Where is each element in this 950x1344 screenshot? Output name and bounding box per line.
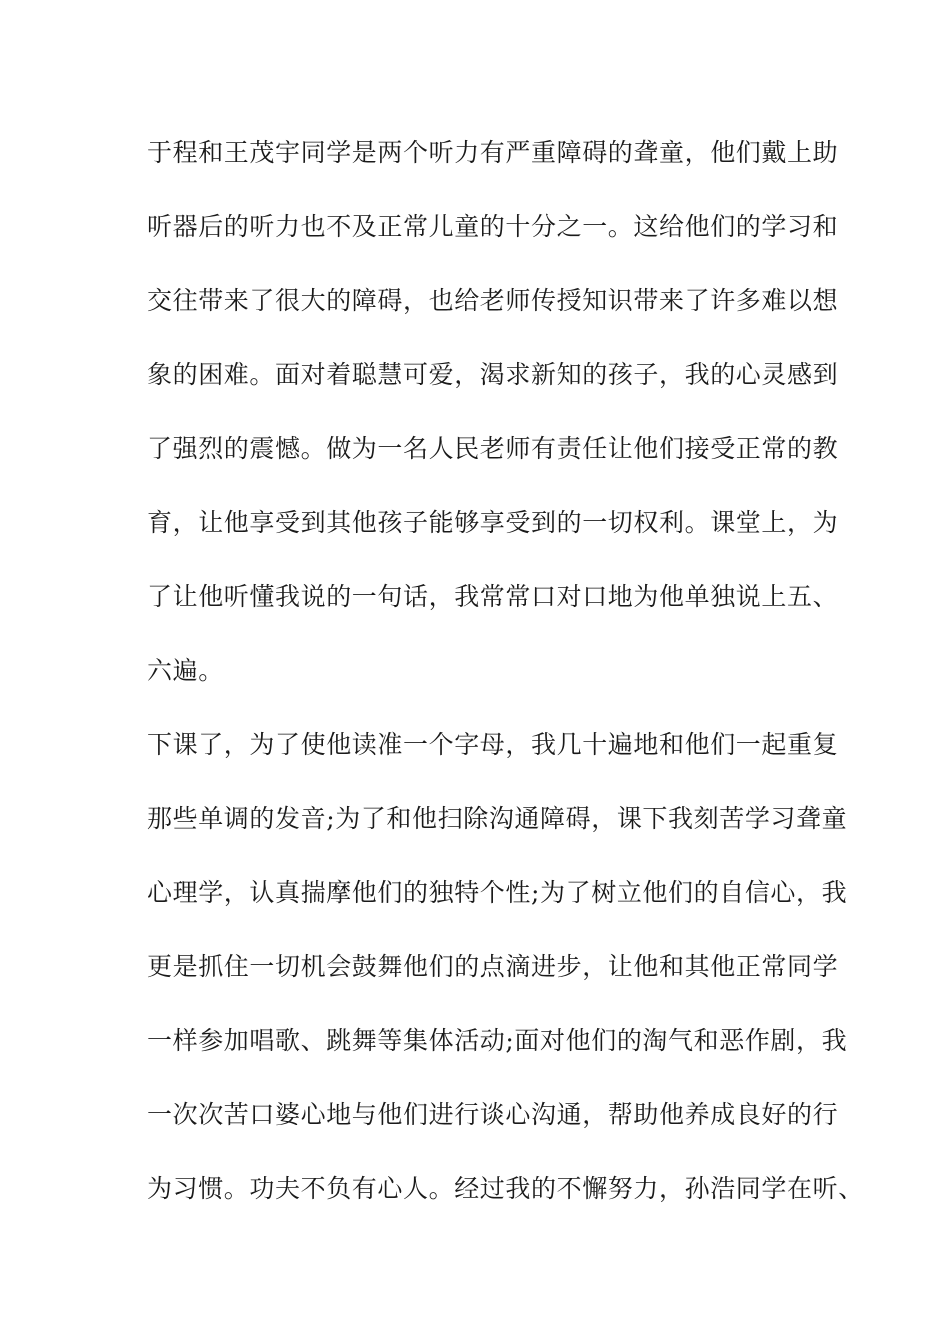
text-line-13: 一样参加唱歌、跳舞等集体活动;面对他们的淘气和恶作剧，我	[147, 1026, 848, 1055]
text-line-2: 听器后的听力也不及正常儿童的十分之一。这给他们的学习和	[147, 212, 839, 241]
text-line-3: 交往带来了很大的障碍，也给老师传授知识带来了许多难以想	[147, 286, 839, 315]
text-line-6: 育，让他享受到其他孩子能够享受到的一切权利。课堂上，为	[147, 508, 839, 537]
text-line-4: 象的困难。面对着聪慧可爱，渴求新知的孩子，我的心灵感到	[147, 360, 839, 389]
text-line-9: 下课了，为了使他读准一个字母，我几十遍地和他们一起重复	[147, 730, 839, 759]
text-line-15: 为习惯。功夫不负有心人。经过我的不懈努力，孙浩同学在听、	[147, 1174, 864, 1203]
text-line-1: 于程和王茂宇同学是两个听力有严重障碍的聋童，他们戴上助	[147, 138, 839, 167]
text-line-10: 那些单调的发音;为了和他扫除沟通障碍，课下我刻苦学习聋童	[147, 804, 848, 833]
text-line-14: 一次次苦口婆心地与他们进行谈心沟通，帮助他养成良好的行	[147, 1100, 839, 1129]
text-line-7: 了让他听懂我说的一句话，我常常口对口地为他单独说上五、	[147, 582, 839, 611]
text-line-12: 更是抓住一切机会鼓舞他们的点滴进步，让他和其他正常同学	[147, 952, 839, 981]
text-line-11: 心理学，认真揣摩他们的独特个性;为了树立他们的自信心，我	[147, 878, 848, 907]
text-line-5: 了强烈的震憾。做为一名人民老师有责任让他们接受正常的教	[147, 434, 839, 463]
text-line-8: 六遍。	[147, 656, 224, 685]
